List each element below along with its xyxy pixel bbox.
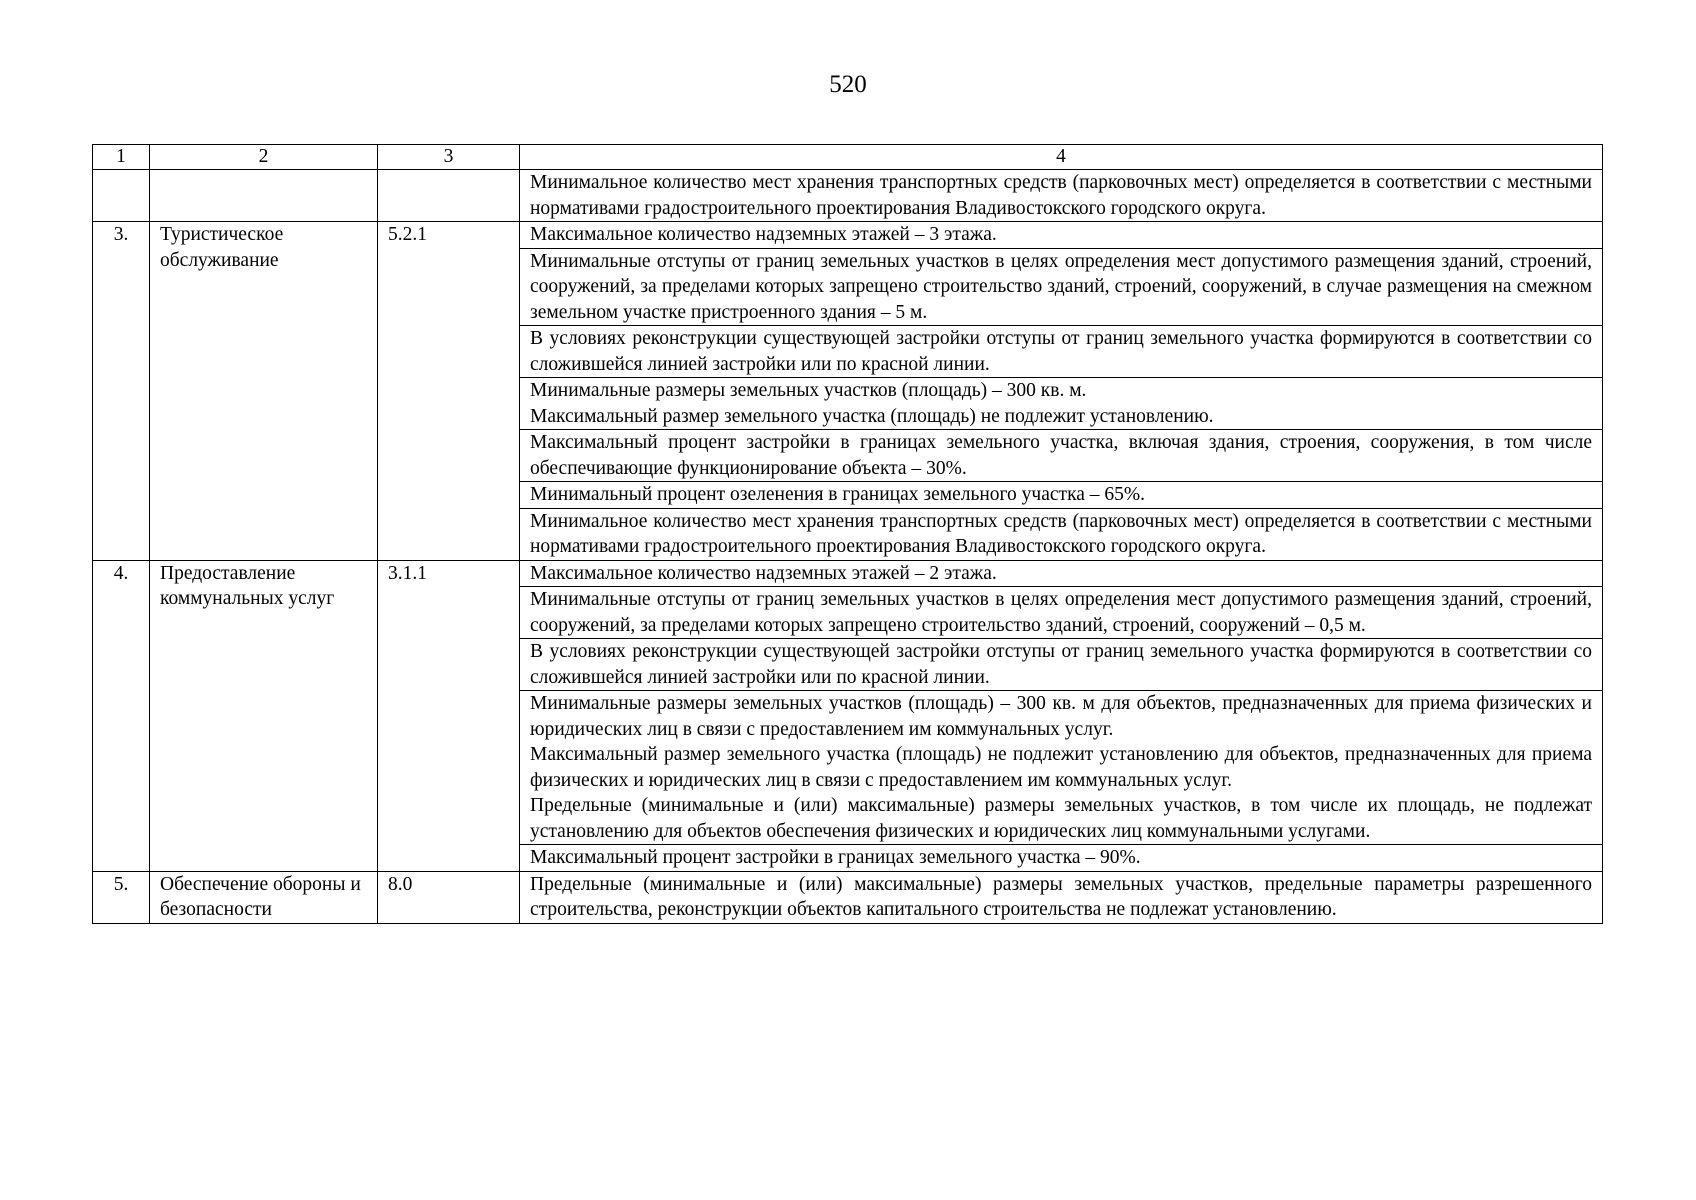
use-name-cell (150, 170, 378, 222)
parameter-cell (520, 222, 1603, 249)
parameter-cell (520, 430, 1603, 482)
regulations-table (92, 144, 1603, 924)
page-number: 520 (829, 71, 867, 98)
row-number-cell: 5. (93, 871, 150, 923)
parameter-text: Максимальное количество надземных этажей – 2 этажа. (530, 562, 997, 584)
parameter-cell (520, 845, 1603, 872)
parameter-text: Максимальный процент застройки в границах земельного участка, включая здания, строения, сооружения, в том числе обеспечивающие функционирование объекта – 30%. (530, 432, 1592, 479)
parameter-cell (520, 560, 1603, 587)
column-header: 2 (150, 145, 378, 170)
parameter-text: Максимальное количество надземных этажей – 3 этажа. (530, 224, 997, 245)
parameter-text: Минимальные отступы от границ земельных участков в целях определения мест допустимого размещения зданий, строений, сооружений, за пределами которых запрещено строительство зданий, строений, сооружений – 0,5 м. (530, 589, 1592, 636)
row-number-cell (93, 170, 150, 222)
parameter-cell (520, 482, 1603, 509)
parameter-text: Минимальное количество мест хранения транспортных средств (парковочных мест) определяется в соответствии с местными нормативами градостроительного проектирования Владивостокского городского округа. (530, 510, 1592, 557)
parameter-cell (520, 326, 1603, 378)
use-code-cell: 8.0 (378, 871, 520, 923)
use-code-cell: 5.2.1 (378, 222, 520, 561)
parameter-text: Предельные (минимальные и (или) максимальные) размеры земельных участков, в том числе их площадь, не подлежат установлению для объектов обеспечения физических и юридических лиц коммунальными услугами. (530, 795, 1592, 842)
parameter-text: В условиях реконструкции существующей застройки отступы от границ земельного участка формируются в соответствии со сложившейся линией застройки или по красной линии. (530, 328, 1592, 375)
parameter-text: Максимальный процент застройки в границах земельного участка – 90%. (530, 847, 1141, 868)
use-name-cell: Обеспечение обороны и безопасности (150, 871, 378, 923)
parameter-cell (520, 639, 1603, 691)
row-number-cell: 3. (93, 222, 150, 561)
use-name-cell: Предоставление коммунальных услуг (150, 560, 378, 871)
parameter-text: Предельные (минимальные и (или) максимальные) размеры земельных участков, предельные параметры разрешенного строительства, реконструкции объектов капитального строительства не подлежат установлению. (530, 873, 1592, 920)
table-row (93, 222, 1603, 249)
parameter-text: Максимальный размер земельного участка (площадь) не подлежит установлению для объектов, предназначенных для приема физических и юридических лиц в связи с предоставлением им коммунальных услуг. (530, 744, 1592, 791)
column-header: 1 (93, 145, 150, 170)
parameter-cell (520, 508, 1603, 560)
parameter-text: В условиях реконструкции существующей застройки отступы от границ земельного участка формируются в соответствии со сложившейся линией застройки или по красной линии. (530, 641, 1592, 688)
parameter-cell (520, 378, 1603, 430)
use-name-cell: Туристическое обслуживание (150, 222, 378, 561)
parameter-text: Минимальные размеры земельных участков (площадь) – 300 кв. м для объектов, предназначенных для приема физических и юридических лиц в связи с предоставлением им коммунальных услуг. (530, 693, 1592, 740)
table-row (93, 560, 1603, 587)
use-code-cell (378, 170, 520, 222)
parameter-cell (520, 248, 1603, 326)
column-header-row (93, 145, 1603, 170)
parameter-cell (520, 587, 1603, 639)
parameter-text: Минимальные отступы от границ земельных участков в целях определения мест допустимого размещения зданий, строений, сооружений, за пределами которых запрещено строительство зданий, строений, сооружений, в случае размещения на смежном земельном участке пристроенного здания – 5 м. (530, 250, 1592, 323)
parameter-text: Минимальный процент озеленения в границах земельного участка – 65%. (530, 484, 1146, 505)
parameter-cell: Минимальное количество мест хранения транспортных средств (парковочных мест) определяется в соответствии с местными нормативами градостроительного проектирования Владивостокского городского округа. (520, 170, 1603, 222)
table-row (93, 871, 1603, 923)
parameter-text: Минимальные размеры земельных участков (площадь) – 300 кв. м. (530, 380, 1087, 401)
column-header: 4 (520, 145, 1603, 170)
continuation-row (93, 170, 1603, 222)
column-header: 3 (378, 145, 520, 170)
parameter-text: Максимальный размер земельного участка (площадь) не подлежит установлению. (530, 405, 1214, 427)
parameter-cell (520, 691, 1603, 845)
parameter-cell (520, 871, 1603, 923)
use-code-cell: 3.1.1 (378, 560, 520, 871)
row-number-cell: 4. (93, 560, 150, 871)
